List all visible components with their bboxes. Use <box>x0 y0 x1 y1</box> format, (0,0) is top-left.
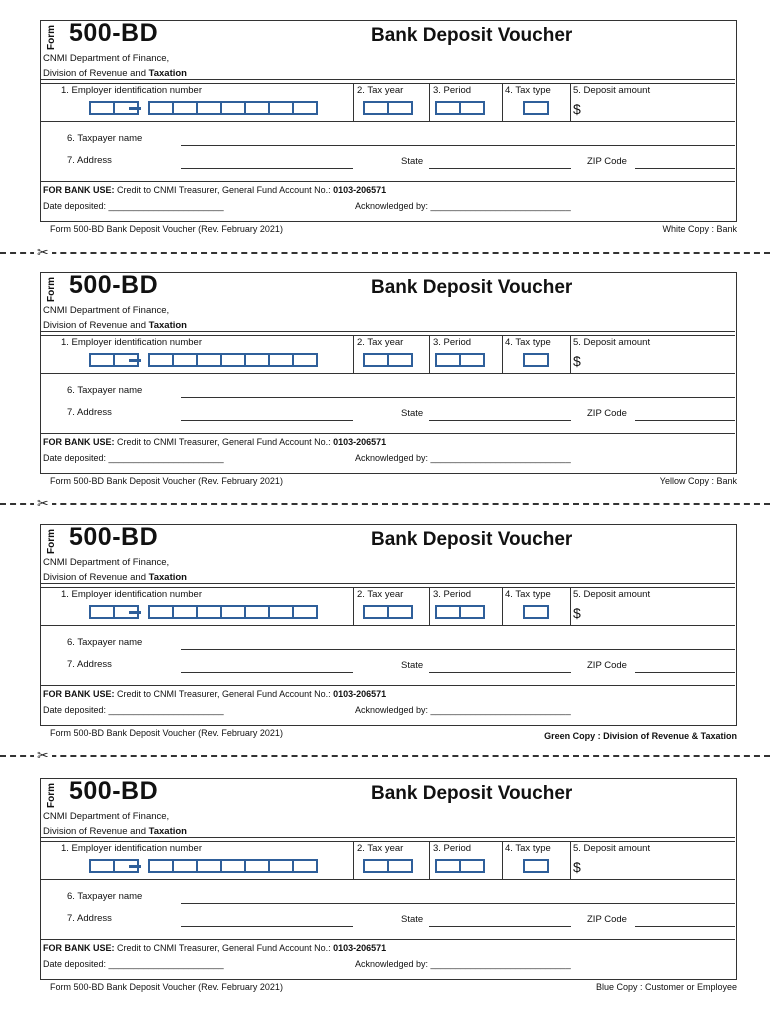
divider <box>570 587 571 625</box>
taxpayer-name-label: 6. Taxpayer name <box>67 133 143 144</box>
bank-use-line <box>43 437 386 447</box>
period-box[interactable] <box>459 605 485 619</box>
date-deposited: Date deposited: _______________________ <box>43 705 224 715</box>
ein-dash <box>129 865 141 868</box>
ein-digit-box[interactable] <box>244 353 270 367</box>
form-revision: Form 500-BD Bank Deposit Voucher (Rev. February 2021) <box>50 728 283 738</box>
zip-field[interactable] <box>635 168 735 169</box>
divider <box>41 433 735 434</box>
voucher <box>0 272 770 512</box>
dept-line-2: Division of Revenue and Taxation <box>43 826 187 837</box>
tax-type-label: 4. Tax type <box>505 85 551 96</box>
zip-field[interactable] <box>635 420 735 421</box>
voucher-title: Bank Deposit Voucher <box>371 277 573 298</box>
acknowledged-by: Acknowledged by: ____________________________ <box>355 201 571 211</box>
dept-line-2: Division of Revenue and Taxation <box>43 68 187 79</box>
tax-year-boxes[interactable] <box>363 859 411 873</box>
scissors-icon: ✂ <box>34 748 52 762</box>
bank-use-prefix: FOR BANK USE: <box>43 185 115 195</box>
divider <box>41 879 735 880</box>
divider <box>41 841 735 842</box>
ein-digit-box[interactable] <box>89 859 115 873</box>
ein-digit-box[interactable] <box>292 101 318 115</box>
ein-dash <box>129 107 141 110</box>
acknowledged-by: Acknowledged by: ____________________________ <box>355 453 571 463</box>
form-number: 500-BD <box>69 777 159 805</box>
tax-type-box[interactable] <box>523 353 549 367</box>
divider <box>41 587 735 588</box>
bank-use-text: Credit to CNMI Treasurer, General Fund Account No.: <box>117 437 331 447</box>
ein-digit-box[interactable] <box>148 859 174 873</box>
bank-use-prefix: FOR BANK USE: <box>43 689 115 699</box>
divider <box>429 587 430 625</box>
divider <box>41 939 735 940</box>
ein-digit-box[interactable] <box>268 353 294 367</box>
ein-digit-box[interactable] <box>268 605 294 619</box>
ein-suffix-boxes[interactable] <box>148 605 316 619</box>
state-field[interactable] <box>429 926 571 927</box>
taxpayer-name-field[interactable] <box>181 397 735 398</box>
zip-label: ZIP Code <box>587 408 627 419</box>
dept-line-1: CNMI Department of Finance, <box>43 53 170 64</box>
divider <box>429 841 430 879</box>
divider <box>41 83 735 84</box>
zip-label: ZIP Code <box>587 660 627 671</box>
dollar-sign: $ <box>573 605 581 621</box>
voucher <box>0 20 770 260</box>
tax-type-label: 4. Tax type <box>505 337 551 348</box>
ein-label: 1. Employer identification number <box>61 589 202 600</box>
address-field[interactable] <box>181 420 353 421</box>
ein-digit-box[interactable] <box>244 859 270 873</box>
ein-suffix-boxes[interactable] <box>148 101 316 115</box>
divider <box>41 79 735 80</box>
ein-digit-box[interactable] <box>172 101 198 115</box>
taxpayer-name-label: 6. Taxpayer name <box>67 891 143 902</box>
tax-type-label: 4. Tax type <box>505 589 551 600</box>
bank-account-number: 0103-206571 <box>333 437 387 447</box>
taxpayer-name-label: 6. Taxpayer name <box>67 385 143 396</box>
tax-year-boxes[interactable] <box>363 605 411 619</box>
ein-digit-box[interactable] <box>292 353 318 367</box>
tax-type-box[interactable] <box>523 101 549 115</box>
taxpayer-name-label: 6. Taxpayer name <box>67 637 143 648</box>
dollar-sign: $ <box>573 353 581 369</box>
voucher-box <box>40 524 737 726</box>
zip-field[interactable] <box>635 672 735 673</box>
department-name <box>43 809 187 839</box>
ein-digit-box[interactable] <box>89 605 115 619</box>
ein-digit-box[interactable] <box>220 353 246 367</box>
form-revision: Form 500-BD Bank Deposit Voucher (Rev. February 2021) <box>50 224 283 234</box>
voucher-box <box>40 20 737 222</box>
divider <box>41 121 735 122</box>
dept-line-1: CNMI Department of Finance, <box>43 811 170 822</box>
state-field[interactable] <box>429 168 571 169</box>
department-name <box>43 51 187 81</box>
copy-designation: Green Copy : Division of Revenue & Taxation <box>544 731 737 741</box>
date-deposited: Date deposited: _______________________ <box>43 959 224 969</box>
divider <box>570 335 571 373</box>
tax-year-box[interactable] <box>387 859 413 873</box>
ein-digit-box[interactable] <box>172 353 198 367</box>
divider <box>429 335 430 373</box>
copy-designation: Yellow Copy : Bank <box>659 476 737 486</box>
period-label: 3. Period <box>433 337 472 348</box>
voucher-box <box>40 778 737 980</box>
divider <box>41 685 735 686</box>
scissors-icon: ✂ <box>34 245 52 259</box>
tax-type-label: 4. Tax type <box>505 843 551 854</box>
divider <box>41 373 735 374</box>
bank-use-line <box>43 689 386 699</box>
period-box[interactable] <box>435 859 461 873</box>
bank-account-number: 0103-206571 <box>333 185 387 195</box>
ein-digit-box[interactable] <box>89 353 115 367</box>
tax-year-boxes[interactable] <box>363 101 411 115</box>
ein-digit-box[interactable] <box>292 605 318 619</box>
divider <box>353 841 354 879</box>
ein-label: 1. Employer identification number <box>61 843 202 854</box>
taxpayer-name-field[interactable] <box>181 903 735 904</box>
date-deposited: Date deposited: _______________________ <box>43 453 224 463</box>
state-label: State <box>401 156 424 167</box>
bank-account-number: 0103-206571 <box>333 943 387 953</box>
tax-year-boxes[interactable] <box>363 353 411 367</box>
dollar-sign: $ <box>573 101 581 117</box>
divider <box>41 331 735 332</box>
department-name <box>43 303 187 333</box>
cut-line <box>0 503 770 505</box>
ein-digit-box[interactable] <box>220 859 246 873</box>
period-label: 3. Period <box>433 843 472 854</box>
period-box[interactable] <box>459 859 485 873</box>
ein-digit-box[interactable] <box>196 101 222 115</box>
ein-digit-box[interactable] <box>148 353 174 367</box>
address-label: 7. Address <box>67 407 112 418</box>
address-field[interactable] <box>181 926 353 927</box>
divider <box>502 587 503 625</box>
tax-type-boxes[interactable] <box>523 353 547 367</box>
ein-digit-box[interactable] <box>172 859 198 873</box>
period-box[interactable] <box>435 101 461 115</box>
tax-type-boxes[interactable] <box>523 605 547 619</box>
bank-use-text: Credit to CNMI Treasurer, General Fund Account No.: <box>117 185 331 195</box>
tax-year-box[interactable] <box>363 859 389 873</box>
divider <box>502 335 503 373</box>
voucher <box>0 778 770 1018</box>
divider <box>41 837 735 838</box>
period-boxes[interactable] <box>435 353 483 367</box>
zip-field[interactable] <box>635 926 735 927</box>
tax-year-box[interactable] <box>387 101 413 115</box>
state-label: State <box>401 408 424 419</box>
tax-year-label: 2. Tax year <box>357 85 404 96</box>
cut-line <box>0 252 770 254</box>
divider <box>41 181 735 182</box>
period-label: 3. Period <box>433 85 472 96</box>
period-box[interactable] <box>459 353 485 367</box>
ein-suffix-boxes[interactable] <box>148 859 316 873</box>
copy-designation: White Copy : Bank <box>662 224 737 234</box>
ein-digit-box[interactable] <box>172 605 198 619</box>
tax-year-box[interactable] <box>363 605 389 619</box>
address-field[interactable] <box>181 168 353 169</box>
ein-digit-box[interactable] <box>220 101 246 115</box>
divider <box>502 83 503 121</box>
divider <box>41 335 735 336</box>
form-number: 500-BD <box>69 19 159 47</box>
divider <box>570 841 571 879</box>
ein-digit-box[interactable] <box>196 605 222 619</box>
ein-digit-box[interactable] <box>244 605 270 619</box>
dept-line-2: Division of Revenue and Taxation <box>43 320 187 331</box>
form-number: 500-BD <box>69 271 159 299</box>
divider <box>570 83 571 121</box>
dept-line-1: CNMI Department of Finance, <box>43 557 170 568</box>
ein-digit-box[interactable] <box>268 859 294 873</box>
copy-designation: Blue Copy : Customer or Employee <box>595 982 737 992</box>
voucher-title: Bank Deposit Voucher <box>371 529 573 550</box>
tax-year-label: 2. Tax year <box>357 589 404 600</box>
period-box[interactable] <box>435 353 461 367</box>
ein-digit-box[interactable] <box>148 605 174 619</box>
bank-account-number: 0103-206571 <box>333 689 387 699</box>
ein-dash <box>129 611 141 614</box>
divider <box>353 83 354 121</box>
tax-year-box[interactable] <box>387 353 413 367</box>
deposit-amount-label: 5. Deposit amount <box>573 843 651 854</box>
zip-label: ZIP Code <box>587 914 627 925</box>
period-boxes[interactable] <box>435 101 483 115</box>
ein-digit-box[interactable] <box>268 101 294 115</box>
divider <box>353 335 354 373</box>
tax-year-box[interactable] <box>363 101 389 115</box>
taxpayer-name-field[interactable] <box>181 649 735 650</box>
period-box[interactable] <box>459 101 485 115</box>
form-revision: Form 500-BD Bank Deposit Voucher (Rev. February 2021) <box>50 476 283 486</box>
voucher <box>0 524 770 764</box>
form-word: Form <box>46 529 57 555</box>
taxpayer-name-field[interactable] <box>181 145 735 146</box>
tax-year-label: 2. Tax year <box>357 337 404 348</box>
form-word: Form <box>46 25 57 51</box>
divider <box>353 587 354 625</box>
period-boxes[interactable] <box>435 859 483 873</box>
ein-digit-box[interactable] <box>196 353 222 367</box>
ein-digit-box[interactable] <box>292 859 318 873</box>
ein-label: 1. Employer identification number <box>61 337 202 348</box>
voucher-box <box>40 272 737 474</box>
ein-digit-box[interactable] <box>244 101 270 115</box>
date-deposited: Date deposited: _______________________ <box>43 201 224 211</box>
acknowledged-by: Acknowledged by: ____________________________ <box>355 705 571 715</box>
state-label: State <box>401 914 424 925</box>
deposit-amount-label: 5. Deposit amount <box>573 589 651 600</box>
address-label: 7. Address <box>67 659 112 670</box>
ein-digit-box[interactable] <box>220 605 246 619</box>
tax-year-box[interactable] <box>363 353 389 367</box>
tax-type-box[interactable] <box>523 859 549 873</box>
form-revision: Form 500-BD Bank Deposit Voucher (Rev. February 2021) <box>50 982 283 992</box>
divider <box>41 625 735 626</box>
address-label: 7. Address <box>67 913 112 924</box>
dollar-sign: $ <box>573 859 581 875</box>
form-number: 500-BD <box>69 523 159 551</box>
period-box[interactable] <box>435 605 461 619</box>
tax-type-box[interactable] <box>523 605 549 619</box>
deposit-amount-label: 5. Deposit amount <box>573 85 651 96</box>
period-label: 3. Period <box>433 589 472 600</box>
ein-digit-box[interactable] <box>148 101 174 115</box>
state-field[interactable] <box>429 420 571 421</box>
ein-dash <box>129 359 141 362</box>
divider <box>429 83 430 121</box>
ein-label: 1. Employer identification number <box>61 85 202 96</box>
ein-digit-box[interactable] <box>196 859 222 873</box>
address-field[interactable] <box>181 672 353 673</box>
address-label: 7. Address <box>67 155 112 166</box>
tax-type-boxes[interactable] <box>523 859 547 873</box>
tax-year-label: 2. Tax year <box>357 843 404 854</box>
dept-line-2: Division of Revenue and Taxation <box>43 572 187 583</box>
form-word: Form <box>46 277 57 303</box>
divider <box>502 841 503 879</box>
bank-use-line <box>43 943 386 953</box>
ein-digit-box[interactable] <box>89 101 115 115</box>
bank-use-text: Credit to CNMI Treasurer, General Fund Account No.: <box>117 943 331 953</box>
tax-type-boxes[interactable] <box>523 101 547 115</box>
dept-line-1: CNMI Department of Finance, <box>43 305 170 316</box>
divider <box>41 583 735 584</box>
bank-use-text: Credit to CNMI Treasurer, General Fund Account No.: <box>117 689 331 699</box>
cut-line <box>0 755 770 757</box>
state-field[interactable] <box>429 672 571 673</box>
voucher-title: Bank Deposit Voucher <box>371 783 573 804</box>
department-name <box>43 555 187 585</box>
form-word: Form <box>46 783 57 809</box>
state-label: State <box>401 660 424 671</box>
acknowledged-by: Acknowledged by: ____________________________ <box>355 959 571 969</box>
voucher-title: Bank Deposit Voucher <box>371 25 573 46</box>
bank-use-line <box>43 185 386 195</box>
ein-suffix-boxes[interactable] <box>148 353 316 367</box>
bank-use-prefix: FOR BANK USE: <box>43 437 115 447</box>
zip-label: ZIP Code <box>587 156 627 167</box>
scissors-icon: ✂ <box>34 496 52 510</box>
period-boxes[interactable] <box>435 605 483 619</box>
bank-use-prefix: FOR BANK USE: <box>43 943 115 953</box>
tax-year-box[interactable] <box>387 605 413 619</box>
deposit-amount-label: 5. Deposit amount <box>573 337 651 348</box>
